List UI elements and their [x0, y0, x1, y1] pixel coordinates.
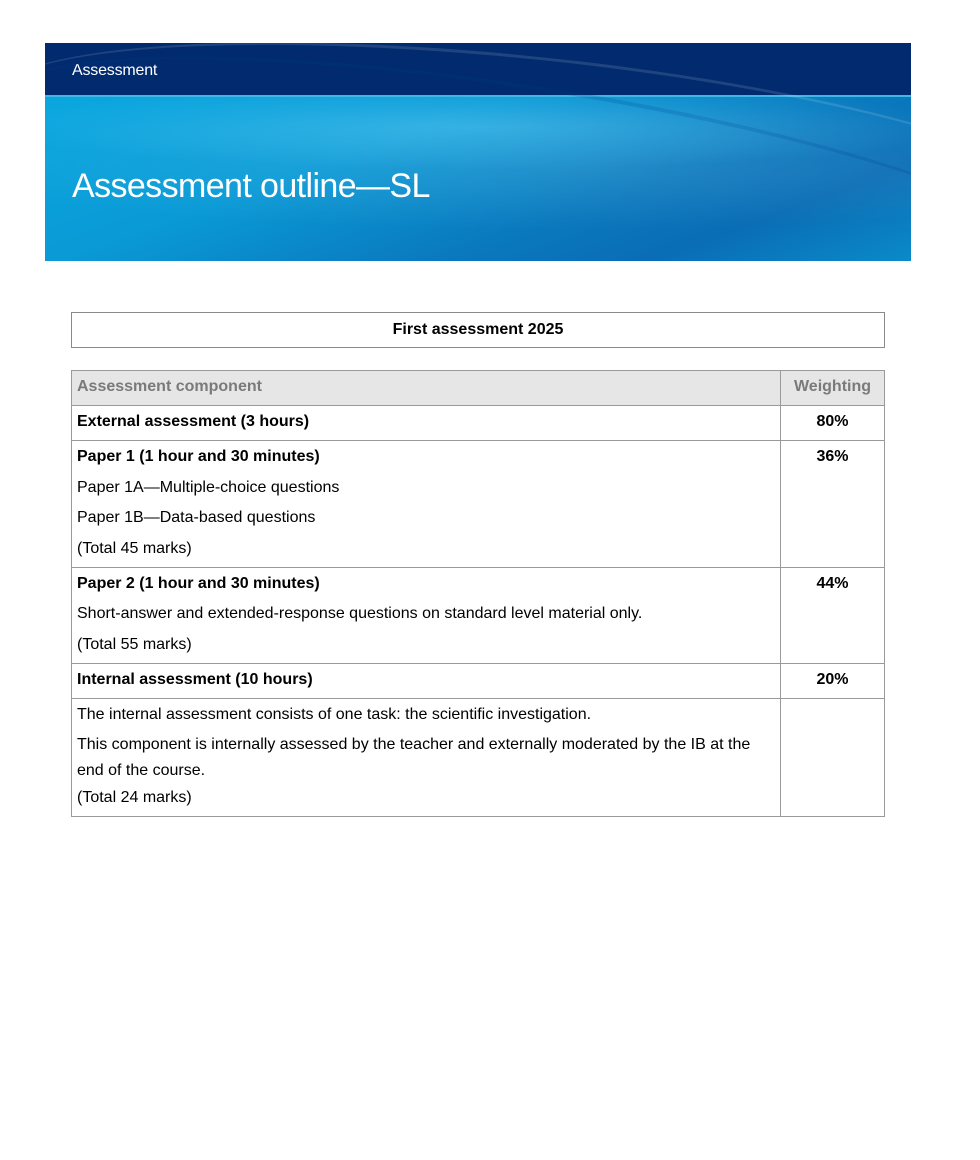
weighting-value-empty — [781, 698, 885, 817]
header-weighting: Weighting — [781, 371, 885, 406]
table-row-paper-1 — [72, 441, 885, 568]
component-detail: Paper 1A—Multiple-choice questions — [77, 478, 340, 496]
weighting-value: 80% — [781, 406, 885, 441]
page-title: Assessment outline—SL — [72, 167, 430, 205]
component-detail: Paper 1B—Data-based questions — [77, 509, 316, 526]
component-title: Paper 2 (1 hour and 30 minutes) — [77, 574, 320, 592]
table-row-paper-2 — [72, 567, 885, 663]
banner-main — [45, 97, 911, 261]
table-row-internal-assessment — [72, 663, 885, 698]
component-title: Paper 1 (1 hour and 30 minutes) — [77, 448, 320, 465]
header-assessment-component: Assessment component — [72, 371, 781, 406]
component-detail: This component is internally assessed by the teacher and externally moderated by the IB at the end of the course. — [77, 736, 751, 779]
component-detail: Short-answer and extended-response questions on standard level material only. — [77, 605, 643, 622]
component-cell — [72, 567, 781, 663]
component-title: External assessment (3 hours) — [72, 406, 781, 441]
component-detail: The internal assessment consists of one task: the scientific investigation. — [77, 705, 592, 723]
component-marks: (Total 55 marks) — [77, 635, 192, 653]
first-assessment-box: First assessment 2025 — [71, 312, 885, 348]
component-cell — [72, 698, 781, 817]
assessment-outline-table — [71, 370, 885, 817]
component-title: Internal assessment (10 hours) — [72, 663, 781, 698]
section-label: Assessment — [72, 62, 158, 79]
table-row-internal-assessment-details — [72, 698, 885, 817]
component-marks: (Total 45 marks) — [77, 539, 192, 557]
weighting-value: 44% — [781, 567, 885, 663]
component-cell — [72, 441, 781, 568]
weighting-value: 20% — [781, 663, 885, 698]
weighting-value: 36% — [781, 441, 885, 568]
page-banner — [45, 43, 911, 261]
component-marks: (Total 24 marks) — [77, 789, 192, 806]
table-row-external-assessment — [72, 406, 885, 441]
table-header-row — [72, 371, 885, 406]
